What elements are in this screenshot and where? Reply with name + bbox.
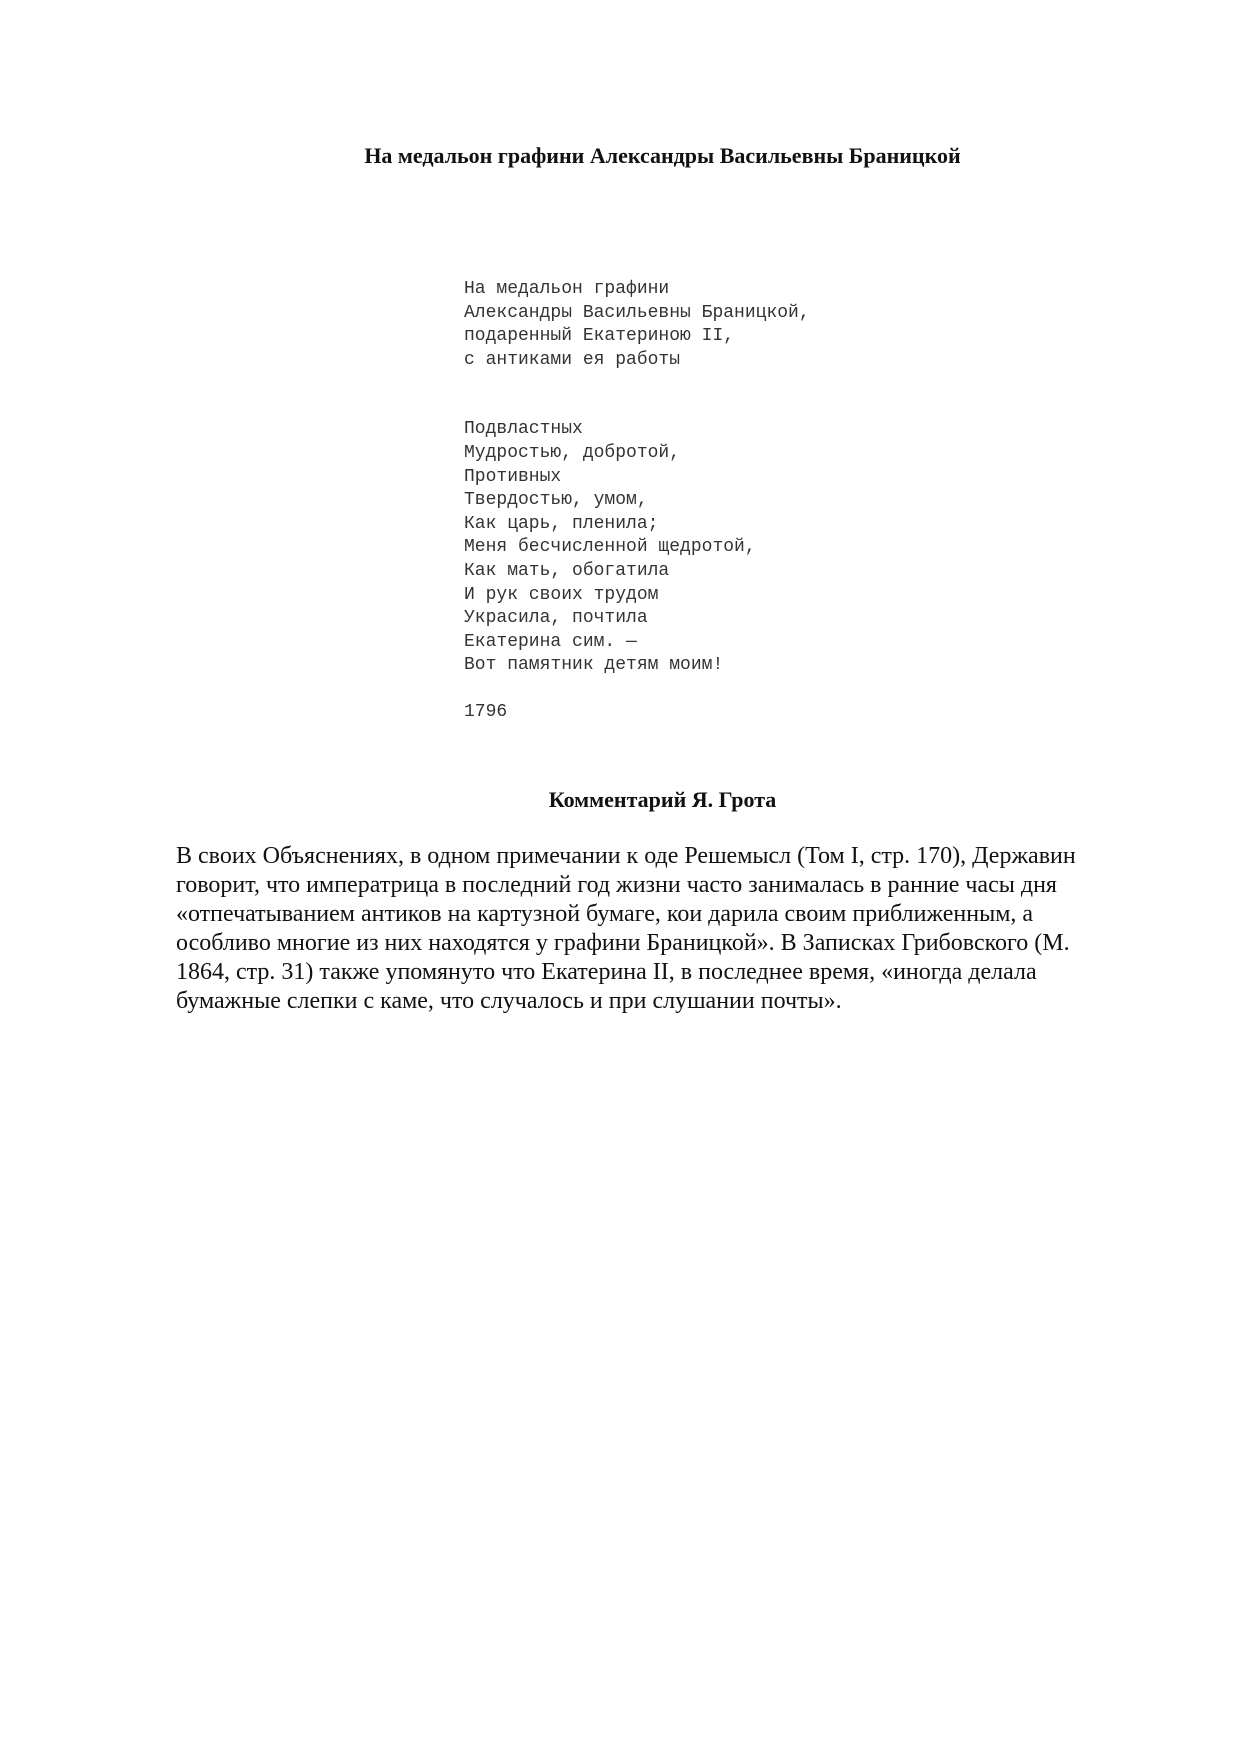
- poem-verse-line: Мудростью, добротой,: [464, 442, 681, 463]
- poem-heading-line: Александры Васильевны Браницкой,: [464, 302, 810, 323]
- commentary-line: В своих Объяснениях, в одном примечании к оде Решемысл (Том I, стр. 170), Державин: [176, 843, 1076, 869]
- commentary-title: Комментарий Я. Грота: [548, 787, 777, 812]
- poem-heading-line: На медальон графини: [464, 279, 670, 299]
- poem-verse-line: Противных: [464, 466, 562, 487]
- poem-verse-line: Как мать, обогатила: [464, 560, 670, 581]
- commentary-paragraph: [176, 842, 1116, 1016]
- commentary-line: особливо многие из них находятся у графини Браницкой». В Записках Грибовского (М.: [176, 930, 1070, 956]
- commentary-line: 1864, стр. 31) также упомянуто что Екатерина II, в последнее время, «иногда делала: [176, 959, 1037, 985]
- poem-heading-line: с антиками ея работы: [464, 349, 681, 370]
- poem-verse: [464, 418, 810, 678]
- poem-verse-line: Екатерина сим. —: [464, 631, 637, 652]
- page-title: На медальон графини Александры Васильевны Браницкой: [364, 143, 961, 168]
- commentary-line: говорит, что императрица в последний год жизни часто занималась в ранние часы дня: [176, 872, 1057, 898]
- poem-verse-line: Подвластных: [464, 419, 583, 440]
- poem-verse-line: И рук своих трудом: [464, 584, 659, 605]
- poem-verse-line: Меня бесчисленной щедротой,: [464, 537, 756, 558]
- poem-heading: [464, 278, 810, 372]
- commentary-line: «отпечатыванием антиков на картузной бумаге, кои дарила своим приближенным, а: [176, 901, 1034, 927]
- poem-verse-line: Твердостью, умом,: [464, 490, 648, 511]
- poem-verse-line: Вот памятник детям моим!: [464, 655, 724, 676]
- commentary-line: бумажные слепки с каме, что случалось и при слушании почты».: [176, 988, 842, 1014]
- poem-verse-line: Украсила, почтила: [464, 608, 648, 629]
- poem-year: 1796: [464, 701, 508, 722]
- poem-heading-line: подаренный Екатериною II,: [464, 326, 735, 347]
- poem-verse-line: Как царь, пленила;: [464, 513, 659, 534]
- poem: [464, 278, 810, 725]
